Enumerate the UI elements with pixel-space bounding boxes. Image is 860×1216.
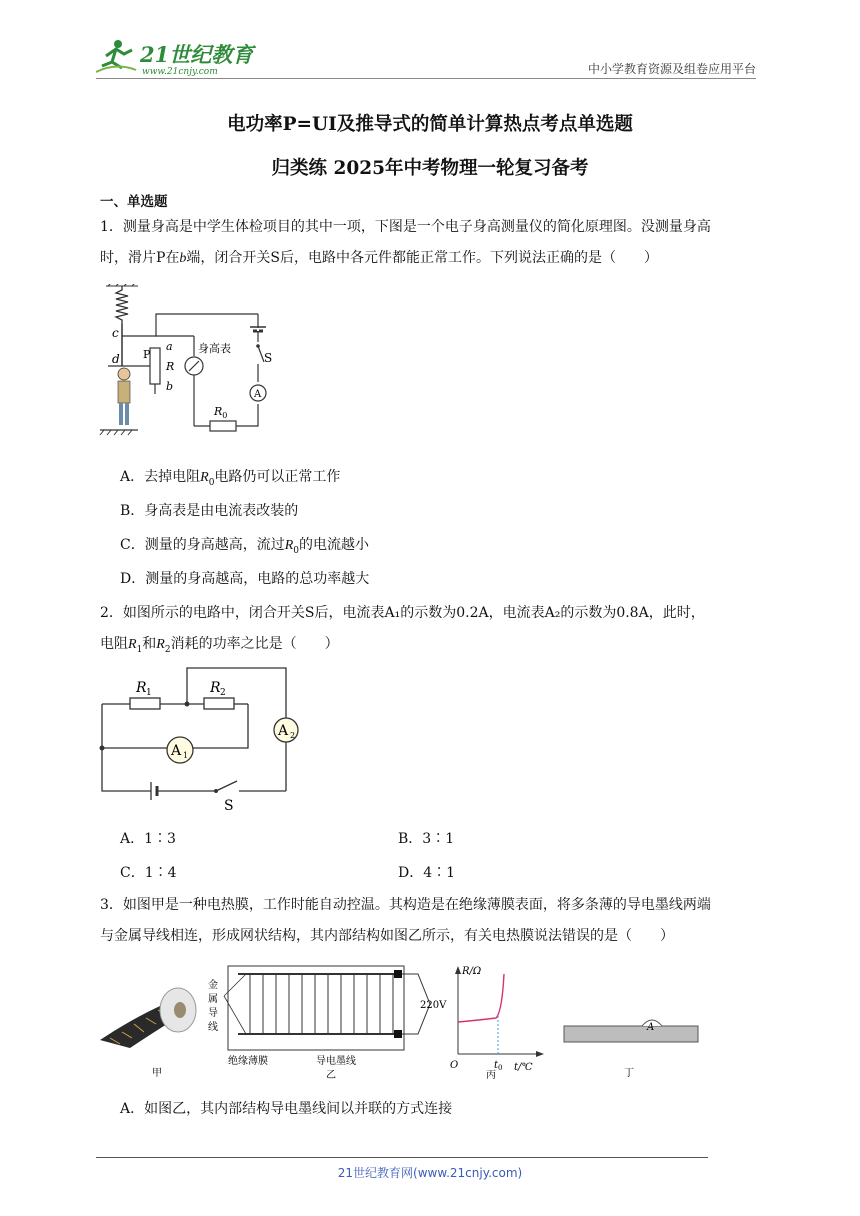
svg-text:b: b bbox=[166, 380, 174, 393]
svg-text:2: 2 bbox=[220, 688, 226, 698]
q1-option-b[interactable]: B．身高表是由电流表改装的 bbox=[120, 503, 299, 519]
svg-text:R: R bbox=[136, 680, 147, 696]
footer-link[interactable]: 21世纪教育网(www.21cnjy.com) bbox=[337, 1166, 523, 1180]
svg-text:R/Ω: R/Ω bbox=[462, 966, 482, 977]
page-title-line1: 电功率P=UI及推导式的简单计算热点考点单选题 bbox=[227, 114, 633, 135]
svg-text:t/℃: t/℃ bbox=[514, 1062, 533, 1073]
q3-stem-line1: 3．如图甲是一种电热膜，工作时能自动控温。其构造是在绝缘薄膜表面，将多条薄的导电墨线两端 bbox=[100, 897, 711, 913]
svg-text:O: O bbox=[450, 1060, 459, 1071]
svg-text:导电墨线: 导电墨线 bbox=[316, 1056, 356, 1067]
q2-stem bbox=[100, 598, 760, 666]
svg-text:身高表: 身高表 bbox=[198, 342, 231, 355]
svg-text:A: A bbox=[254, 389, 262, 400]
logo-text: 21世纪教育 bbox=[140, 42, 254, 67]
page-title-line2: 归类练 2025年中考物理一轮复习备考 bbox=[271, 158, 589, 179]
svg-text:绝缘薄膜: 绝缘薄膜 bbox=[228, 1056, 268, 1067]
q2-option-b[interactable]: B．3∶1 bbox=[398, 831, 455, 847]
q1-option-d[interactable]: D．测量的身高越高，电路的总功率越大 bbox=[120, 571, 370, 587]
svg-text:t0: $t_0$ bbox=[494, 1060, 503, 1072]
runner-icon bbox=[96, 40, 136, 72]
q3-stem-line2: 与金属导线相连，形成网状结构，其内部结构如图乙所示，有关电热膜说法错误的是（ ） bbox=[100, 928, 674, 944]
header-divider bbox=[96, 78, 756, 79]
q2-option-c[interactable]: C．1∶4 bbox=[120, 865, 177, 881]
svg-text:1: 1 bbox=[183, 751, 189, 760]
svg-text:A: A bbox=[278, 723, 289, 739]
q1-stem-line1: 1．测量身高是中学生体检项目的其中一项，下图是一个电子身高测量仪的简化原理图。没测量身高 bbox=[100, 219, 711, 235]
svg-text:导: 导 bbox=[208, 1008, 218, 1019]
ink-grid bbox=[208, 966, 447, 1081]
resistance-graph bbox=[450, 966, 544, 1081]
svg-text:P: P bbox=[143, 348, 151, 361]
spring-icon bbox=[116, 286, 128, 324]
svg-text:c: c bbox=[112, 326, 119, 340]
q2-option-a[interactable]: A．1∶3 bbox=[120, 831, 176, 847]
svg-text:S: S bbox=[264, 351, 273, 365]
svg-text:a: a bbox=[166, 340, 173, 353]
film-roll-icon bbox=[100, 988, 196, 1048]
q1-circuit-diagram bbox=[98, 284, 278, 450]
platform-label: 中小学教育资源及组卷应用平台 bbox=[587, 62, 756, 76]
svg-text:220V: 220V bbox=[420, 1000, 447, 1011]
q1-stem bbox=[100, 212, 760, 274]
q3-option-a[interactable]: A．如图乙，其内部结构导电墨线间以并联的方式连接 bbox=[120, 1101, 453, 1117]
svg-text:丁: 丁 bbox=[624, 1068, 634, 1079]
footer-divider bbox=[96, 1157, 708, 1158]
site-logo bbox=[96, 36, 266, 78]
svg-text:2: 2 bbox=[290, 731, 296, 740]
q3-stem bbox=[100, 890, 760, 952]
svg-text:丙: 丙 bbox=[486, 1070, 496, 1081]
svg-text:乙: 乙 bbox=[326, 1070, 336, 1081]
q3-figures bbox=[100, 962, 710, 1082]
svg-text:属: 属 bbox=[208, 994, 218, 1005]
section-heading: 一、单选题 bbox=[100, 194, 168, 210]
svg-text:A: A bbox=[647, 1022, 655, 1033]
q1-stem-line2: 时，滑片P在b端，闭合开关S后，电路中各元件都能正常工作。下列说法正确的是（ ） bbox=[100, 250, 659, 266]
svg-text:R0: $R_0$ bbox=[214, 405, 228, 420]
svg-text:S: S bbox=[224, 798, 234, 814]
svg-text:R: R bbox=[166, 360, 175, 373]
svg-text:线: 线 bbox=[208, 1022, 218, 1033]
person-icon bbox=[118, 368, 130, 425]
svg-text:d: d bbox=[112, 352, 120, 366]
svg-text:R: R bbox=[210, 680, 221, 696]
q1-option-a[interactable]: A．去掉电阻$R_0$电路仍可以正常工作 bbox=[120, 469, 341, 488]
svg-text:甲: 甲 bbox=[152, 1068, 162, 1079]
q2-circuit-diagram bbox=[96, 664, 302, 814]
logo-url: www.21cnjy.com bbox=[142, 67, 218, 77]
svg-text:金: 金 bbox=[208, 980, 218, 991]
svg-text:A: A bbox=[171, 743, 182, 759]
q2-option-d[interactable]: D．4∶1 bbox=[398, 865, 456, 881]
q2-stem-line2: 电阻$R_1$和$R_2$消耗的功率之比是（ ） bbox=[100, 636, 339, 655]
ink-line-section bbox=[564, 1020, 698, 1079]
q1-option-c[interactable]: C．测量的身高越高，流过$R_0$的电流越小 bbox=[120, 537, 370, 556]
q2-stem-line1: 2．如图所示的电路中，闭合开关S后，电流表A₁的示数为0.2A，电流表A₂的示数为0.8A，此时， bbox=[100, 605, 705, 621]
svg-text:1: 1 bbox=[146, 688, 152, 698]
